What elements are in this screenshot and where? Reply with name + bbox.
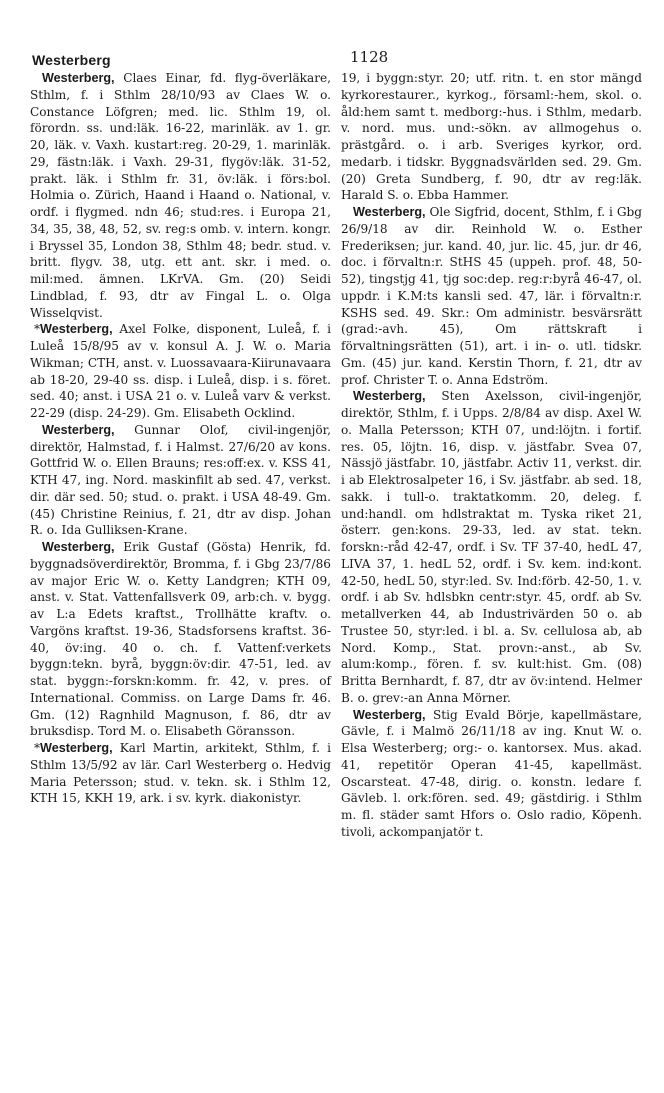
entry-text: Claes Einar, fd. flyg-överläkare, Sthlm, f. i Sthlm 28/10/93 av Claes W. o. Constance Löfgren; med. lic. Sthlm 19, ol. förordn. ss. und:läk. 16-22, marinläk. av 1. gr. 20, läk. v. Vaxh. kustart:reg. 20-29, 1. marinläk. 29, fästn:läk. i Vaxh. 29-31, flygöv:läk. 31-52, prakt. läk. i Sthlm fr. 31, öv:läk. i förs:bol. Holmia o. Zürich, Haand i Haand o. National, v. ordf. i flygmed. ndn 46; stud:res. i Europa 21, 34, 35, 38, 48, 52, sv. reg:s omb. v. intern. kongr. i Bryssel 35, London 38, Sthlm 48; bedr. stud. v. britt. flygv. 38, utg. ett ant. skr. i med. o. mil:med. ämnen. LKrVA. Gm. (20) Seidi Lindblad, f. 93, dtr av Fingal L. o. Olga Wisselqvist. [30,71,331,320]
text-columns [30,70,642,841]
entry-continuation: 19, i byggn:styr. 20; utf. ritn. t. en stor mängd kyrkorestaurer., kyrkog., församl:-hem, skol. o. åld:hem samt t. medborg:-hus. i Sthlm, medarb. v. nord. mus. und:-sökn. av allmogehus o. prästgård. o. i arb. Sveriges kyrkor, ord. medarb. i tidskr. Byggnadsvärlden sed. 29. Gm. (20) Greta Sundberg, f. 90, dtr av reg:läk. Harald S. o. Ebba Hammer. [341,71,642,203]
entry-surname: Westerberg, [42,71,115,85]
biography-entry [30,70,331,321]
entry-text: Erik Gustaf (Gösta) Henrik, fd. byggnadsöverdirektör, Bromma, f. i Gbg 23/7/86 av major Eric W. o. Ketty Landgren; KTH 09, anst. v. Stat. Vattenfallsverk 09, arb:ch. v. bygg. av L:a Edets kraftst., Trollhätte kraftv. o. Vargöns kraftst. 19-36, Stadsforsens kraftst. 36-40, öv:ing. 40 o. ch. f. Vattenf:verkets byggn:tekn. byrå, byggn:öv:dir. 47-51, led. av stat. byggn:-forskn:komm. fr. 42, v. pres. of International. Commiss. on Large Dams fr. 46. Gm. (12) Ragnhild Magnuson, f. 86, dtr av bruksdisp. Tord M. o. Elisabeth Göransson. [30,540,331,739]
entry-star: * [34,322,41,337]
running-header [30,40,642,70]
biography-entry [341,204,642,388]
entry-surname: Westerberg, [353,205,426,219]
right-column [341,70,642,841]
entry-text: Stig Evald Börje, kapellmästare, Gävle, f. i Malmö 26/11/18 av ing. Knut W. o. Elsa Westerberg; org:- o. kantorsex. Mus. akad. 41, repetitör Operan 41-45, kapellmäst. Oscarsteat. 47-48, dirig. o. konstn. ledare f. Gävleb. l. ork:fören. sed. 49; gästdirig. i Sthlm m. fl. städer samt Hfors o. Oslo radio, Köpenh. tivoli, ackompanjatör t. [341,707,642,839]
entry-star: * [34,741,41,755]
entry-text: Axel Folke, disponent, Luleå, f. i Luleå 15/8/95 av v. konsul A. J. W. o. Maria Wikman; CTH, anst. v. Luossavaara-Kiirunavaara ab 18-20, 29-40 ss. disp. i Luleå, disp. i s. föret. sed. 40; anst. i USA 21 o. v. Luleå varv & verkst. 22-29 (disp. 24-29). Gm. Elisabeth Ocklind. [30,322,331,420]
page-number: 1128 [350,48,389,66]
biography-entry [341,388,642,706]
entry-surname: Westerberg, [40,741,113,755]
biography-entry [30,740,331,807]
biography-entry [341,707,642,841]
entry-text: Sten Axelsson, civil-ingenjör, direktör, Sthlm, f. i Upps. 2/8/84 av disp. Axel W. o. Malla Petersson; KTH 07, und:löjtn. i fortif. res. 05, löjtn. 16, disp. v. jästfabr. Svea 07, Nässjö jästfabr. 10, jästfabr. Activ 11, verkst. dir. i ab Elektrosalpeter 16, i Sv. jästfabr. ab sed. 18, sakk. i tull-o. traktatkomm. 20, deleg. f. und:handl. om hdlstraktat m. Tyska riket 21, österr. gen:kons. 29-33, led. av stat. tekn. forskn:-råd 42-47, ordf. i Sv. TF 37-40, hedL 47, LIVA 37, 1. hedL 52, ordf. i Sv. kem. ind:kont. 42-50, hedL 50, styr:led. Sv. Ind:förb. 42-50, 1. v. ordf. i ab Sv. hdlsbkn centr:styr. 45, ordf. ab Sv. metallverken 44, ab Industrivärden 50 o. ab Trustee 50, styr:led. i bl. a. Sv. cellulosa ab, ab Nord. Komp., Stat. provn:-anst., ab Sv. alum:komp., fören. f. sv. kult:hist. Gm. (08) Britta Bernhardt, f. 87, dtr av öv:intend. Helmer B. o. grev:-an Anna Mörner. [341,389,642,705]
left-column [30,70,331,841]
entry-text: Karl Martin, arkitekt, Sthlm, f. i Sthlm 13/5/92 av lär. Carl Westerberg o. Hedvig Maria Petersson; stud. v. tekn. sk. i Sthlm 12, KTH 15, KKH 19, ark. i sv. kyrk. diakonistyr. [30,741,331,806]
running-head-word: Westerberg [32,52,111,68]
entry-text: Ole Sigfrid, docent, Sthlm, f. i Gbg 26/9/18 av dir. Reinhold W. o. Esther Frederiksen; jur. kand. 40, jur. lic. 45, jur. dr 46, doc. i förvaltn:r. StHS 45 (uppeh. prof. 48, 50-52), tingstjg 41, tjg soc:dep. reg:r:byrå 46-47, ol. uppdr. i K.M:ts kansli sed. 47, lär. i förvaltn:r. KSHS sed. 49. Skr.: Om administr. besvärsrätt (grad:-avh. 45), Om rättskraft i förvaltningsrätten (51), art. i in- o. utl. tidskr. Gm. (45) jur. kand. Kerstin Thorn, f. 21, dtr av prof. Christer T. o. Anna Edström. [341,205,642,387]
biography-entry [30,321,331,422]
entry-surname: Westerberg, [353,707,426,722]
entry-surname: Westerberg, [353,389,426,404]
entry-text: Gunnar Olof, civil-ingenjör, direktör, Halmstad, f. i Halmst. 27/6/20 av kons. Gottfrid W. o. Ellen Brauns; res:off:ex. v. KSS 41, KTH 47, ing. Nord. maskinfilt ab sed. 47, verkst. dir. där sed. 50; stud. o. prakt. i USA 48-49. Gm. (45) Christine Reinius, f. 21, dtr av disp. Johan R. o. Ida Gulliksen-Krane. [30,422,331,538]
entry-surname: Westerberg, [40,322,113,337]
entry-surname: Westerberg, [42,422,115,437]
biography-entry [30,422,331,539]
entry-surname: Westerberg, [42,540,115,554]
biography-entry [30,539,331,740]
